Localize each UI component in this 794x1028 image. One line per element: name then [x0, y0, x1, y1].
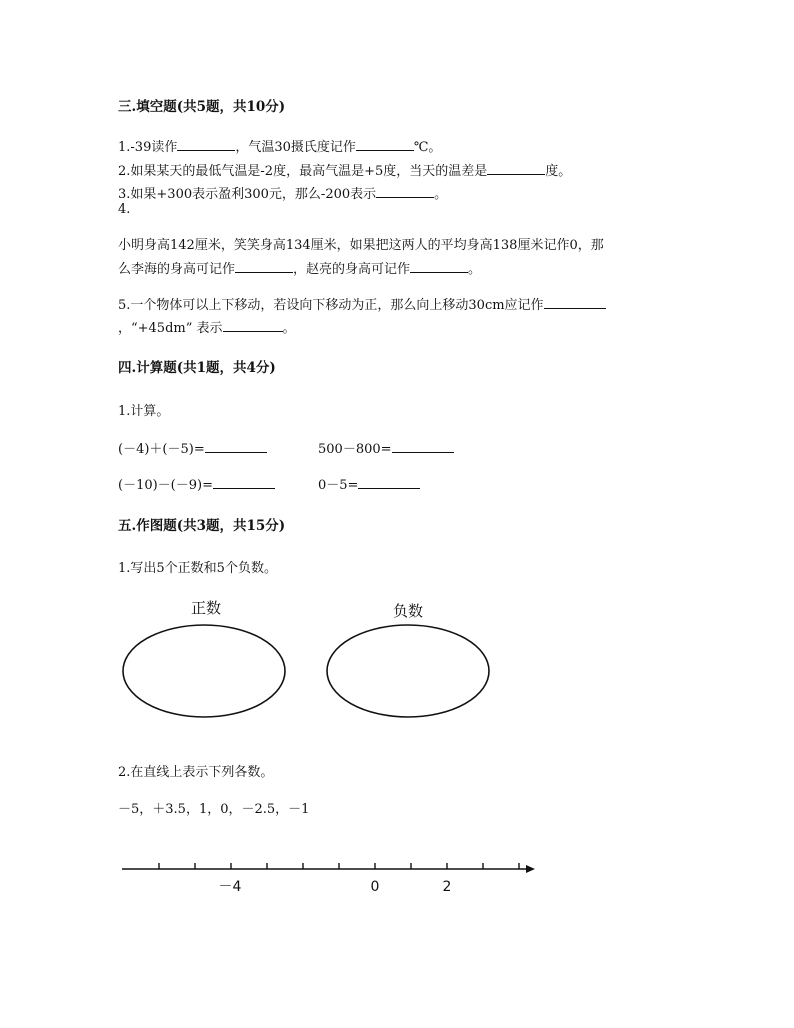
question-3-4-line2: 么李海的身高可记作 ，赵亮的身高可记作 。 [118, 262, 482, 277]
positive-label: 正数 [190, 599, 222, 617]
section3-heading: 三.填空题(共5题，共10分) [118, 99, 286, 115]
positive-oval[interactable] [123, 625, 285, 717]
question-3-1: 1.-39读作 ，气温30摄氏度记作 ℃。 [118, 140, 442, 155]
question-3-4-line1: 小明身高142厘米，笑笑身高134厘米，如果把这两人的平均身高138厘米记作0，那 [118, 238, 604, 253]
numbers-to-plot: －5，＋3.5，1，0，－2.5，－1 [118, 802, 310, 817]
axis-label-2: 2 [442, 879, 452, 895]
question-5-1-title: 1.写出5个正数和5个负数。 [118, 561, 277, 576]
calc-expression-4: 0－5= [318, 474, 420, 493]
axis-label-minus4: －4 [218, 879, 242, 895]
calc-expression-3: (－10)－(－9)= [118, 474, 275, 493]
number-line-arrow [526, 865, 535, 873]
negative-label: 负数 [392, 602, 424, 620]
question-3-4-number: 4. [118, 202, 131, 217]
question-5-2-title: 2.在直线上表示下列各数。 [118, 765, 274, 780]
calc-expression-2: 500－800= [318, 438, 454, 457]
number-line-ticks [159, 863, 519, 869]
negative-oval[interactable] [327, 625, 489, 717]
question-3-3: 3.如果+300表示盈利300元，那么-200表示 。 [118, 187, 448, 202]
number-line[interactable] [122, 863, 535, 895]
section5-heading: 五.作图题(共3题，共15分) [118, 518, 286, 534]
calc-expression-1: (－4)＋(－5)= [118, 438, 267, 457]
question-4-1-title: 1.计算。 [118, 404, 170, 419]
question-3-2: 2.如果某天的最低气温是-2度，最高气温是+5度，当天的温差是 度。 [118, 164, 572, 179]
axis-label-0: 0 [370, 879, 380, 895]
question-3-5-line1: 5.一个物体可以上下移动，若设向下移动为正，那么向上移动30cm应记作 [118, 294, 606, 313]
section4-heading: 四.计算题(共1题，共4分) [118, 360, 276, 376]
question-3-5-line2: ，“+45dm” 表示 。 [118, 321, 296, 336]
